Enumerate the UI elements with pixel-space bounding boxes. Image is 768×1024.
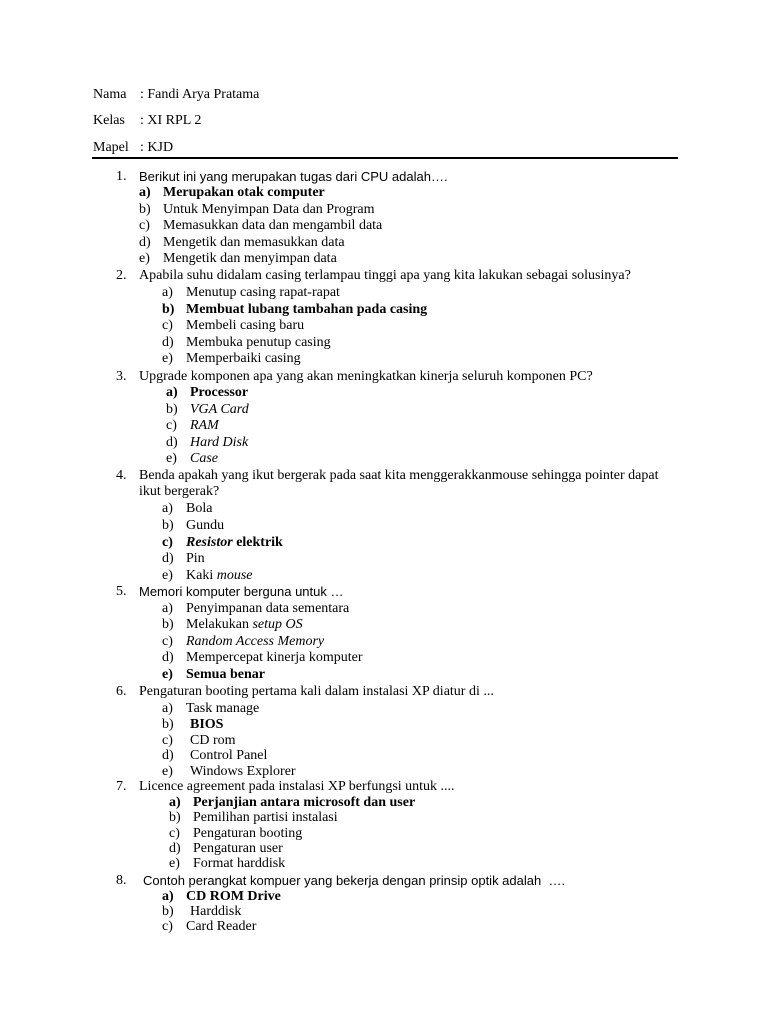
question-5-option-e	[162, 667, 265, 683]
subject-row	[93, 140, 173, 156]
question-6-option-e	[162, 764, 296, 780]
option-text-italic: Resistor	[186, 535, 233, 550]
question-6-option-b	[162, 717, 223, 733]
option-letter: b)	[162, 302, 175, 317]
question-3-option-a	[166, 385, 248, 401]
option-letter: a)	[139, 185, 151, 200]
class-label: Kelas	[93, 113, 125, 128]
question-1	[116, 169, 448, 185]
question-text: Apabila suhu didalam casing terlampau tinggi apa yang kita lakukan sebagai solusinya?	[139, 268, 631, 283]
option-text: Membuat lubang tambahan pada casing	[186, 302, 428, 317]
question-4-option-a	[162, 501, 212, 517]
option-letter: d)	[162, 551, 174, 566]
header-divider	[92, 157, 678, 159]
question-7-option-c	[169, 826, 302, 842]
question-7-option-e	[169, 856, 285, 872]
option-text: Mengetik dan memasukkan data	[163, 235, 345, 250]
option-text: Format harddisk	[193, 856, 286, 871]
option-letter: a)	[162, 501, 173, 516]
option-text: VGA Card	[190, 402, 249, 417]
question-2-option-b	[162, 302, 427, 318]
question-8-option-c	[162, 919, 256, 935]
option-text: Semua benar	[186, 667, 265, 682]
question-5-option-c	[162, 634, 324, 650]
option-text-italic: mouse	[216, 568, 253, 583]
question-4-option-e	[162, 568, 253, 584]
option-letter: a)	[162, 889, 174, 904]
question-4	[116, 468, 659, 500]
question-1-option-d	[139, 235, 345, 251]
option-text-italic: setup OS	[252, 617, 303, 632]
option-text: Random Access Memory	[186, 634, 325, 649]
question-8	[116, 873, 565, 889]
question-text: Licence agreement pada instalasi XP berfungsi untuk ....	[139, 779, 455, 794]
question-text: Contoh perangkat kompuer yang bekerja dengan prinsip optik adalah ….	[143, 873, 566, 888]
question-8-option-b	[162, 904, 241, 920]
question-1-option-b	[139, 202, 375, 218]
option-text: Bola	[186, 501, 213, 516]
question-6-option-c	[162, 733, 236, 749]
question-number: 2.	[116, 268, 127, 283]
name-value: : Fandi Arya Pratama	[140, 87, 260, 102]
option-text: Mempercepat kinerja komputer	[186, 650, 363, 665]
question-1-option-e	[139, 251, 337, 267]
option-letter: b)	[169, 810, 181, 825]
option-letter: d)	[162, 748, 174, 763]
option-letter: d)	[162, 335, 174, 350]
question-number: 6.	[116, 684, 127, 699]
option-letter: c)	[162, 535, 173, 550]
question-6-option-d	[162, 748, 267, 764]
option-text: CD rom	[190, 733, 236, 748]
question-text-line-2: ikut bergerak?	[139, 484, 220, 499]
option-text: Menutup casing rapat-rapat	[186, 285, 340, 300]
option-letter: b)	[162, 717, 174, 732]
question-5-option-d	[162, 650, 362, 666]
option-letter: e)	[139, 251, 150, 266]
option-letter: a)	[166, 385, 178, 400]
question-4-option-d	[162, 551, 205, 567]
option-text: Windows Explorer	[190, 764, 296, 779]
option-text: Card Reader	[186, 919, 257, 934]
name-label: Nama	[93, 87, 127, 102]
question-3-option-b	[166, 402, 249, 418]
question-8-option-a	[162, 889, 281, 905]
name-row	[93, 87, 259, 103]
option-text: RAM	[190, 418, 219, 433]
option-letter: d)	[162, 650, 174, 665]
option-letter: c)	[139, 218, 150, 233]
option-letter: b)	[139, 202, 151, 217]
option-text: Memperbaiki casing	[186, 351, 301, 366]
option-text: Membeli casing baru	[186, 318, 305, 333]
question-1-option-c	[139, 218, 382, 234]
option-text: elektrik	[232, 535, 283, 550]
option-text: Melakukan	[186, 617, 253, 632]
option-text: Control Panel	[190, 748, 268, 763]
question-number: 8.	[116, 873, 127, 888]
question-7-option-d	[169, 841, 283, 857]
question-text: Memori komputer berguna untuk …	[139, 584, 344, 599]
question-text: Upgrade komponen apa yang akan meningkatkan kinerja seluruh komponen PC?	[139, 369, 593, 384]
question-2-option-d	[162, 335, 331, 351]
option-letter: e)	[166, 451, 177, 466]
option-letter: a)	[162, 601, 173, 616]
question-6	[116, 684, 494, 700]
option-text: Pengaturan user	[193, 841, 283, 856]
question-3-option-c	[166, 418, 219, 434]
option-text: BIOS	[190, 717, 224, 732]
question-1-option-a	[139, 185, 325, 201]
question-2-option-c	[162, 318, 304, 334]
option-letter: c)	[162, 919, 173, 934]
option-letter: e)	[169, 856, 180, 871]
question-3-option-e	[166, 451, 218, 467]
option-text: Penyimpanan data sementara	[186, 601, 350, 616]
option-letter: d)	[169, 841, 181, 856]
option-letter: a)	[162, 285, 173, 300]
option-letter: b)	[166, 402, 178, 417]
subject-value: : KJD	[140, 140, 174, 155]
question-5-option-b	[162, 617, 303, 633]
question-7-option-b	[169, 810, 338, 826]
option-letter: c)	[162, 733, 173, 748]
question-number: 4.	[116, 468, 127, 483]
option-letter: e)	[162, 351, 173, 366]
class-row	[93, 113, 201, 129]
option-text: Gundu	[186, 518, 225, 533]
option-text: Untuk Menyimpan Data dan Program	[163, 202, 375, 217]
option-letter: b)	[162, 617, 174, 632]
question-text: Pengaturan booting pertama kali dalam instalasi XP diatur di ...	[139, 684, 494, 699]
option-text: CD ROM Drive	[186, 889, 281, 904]
question-4-option-c	[162, 535, 283, 551]
question-7-option-a	[169, 795, 415, 811]
option-letter: b)	[162, 518, 174, 533]
class-value: : XI RPL 2	[140, 113, 202, 128]
option-text: Task manage	[186, 701, 260, 716]
question-number: 5.	[116, 584, 127, 599]
option-letter: c)	[169, 826, 180, 841]
option-letter: c)	[166, 418, 177, 433]
question-3-option-d	[166, 435, 248, 451]
question-number: 3.	[116, 369, 127, 384]
question-5	[116, 584, 343, 600]
question-number: 7.	[116, 779, 127, 794]
option-text: Pengaturan booting	[193, 826, 303, 841]
option-text: Hard Disk	[190, 435, 249, 450]
option-letter: e)	[162, 568, 173, 583]
option-text: Membuka penutup casing	[186, 335, 331, 350]
option-text: Processor	[190, 385, 249, 400]
option-letter: c)	[162, 634, 173, 649]
question-text-line-1: Benda apakah yang ikut bergerak pada saat kita menggerakkanmouse sehingga pointer dapat	[139, 468, 659, 483]
option-text: Mengetik dan menyimpan data	[163, 251, 337, 266]
question-number: 1.	[116, 169, 127, 184]
option-text: Merupakan otak computer	[163, 185, 325, 200]
option-text: Harddisk	[190, 904, 242, 919]
option-text: Pemilihan partisi instalasi	[193, 810, 338, 825]
question-2-option-e	[162, 351, 301, 367]
option-text: Perjanjian antara microsoft dan user	[193, 795, 416, 810]
option-text: Pin	[186, 551, 205, 566]
option-letter: e)	[162, 764, 173, 779]
question-2	[116, 268, 631, 284]
option-text: Kaki	[186, 568, 217, 583]
option-letter: d)	[166, 435, 178, 450]
question-4-option-b	[162, 518, 224, 534]
option-text: Case	[190, 451, 218, 466]
question-5-option-a	[162, 601, 349, 617]
option-letter: a)	[169, 795, 181, 810]
question-7	[116, 779, 455, 795]
option-letter: e)	[162, 667, 173, 682]
option-letter: b)	[162, 904, 174, 919]
option-text: Memasukkan data dan mengambil data	[163, 218, 383, 233]
question-2-option-a	[162, 285, 340, 301]
question-3	[116, 369, 593, 385]
question-text: Berikut ini yang merupakan tugas dari CPU adalah….	[139, 169, 448, 184]
option-letter: c)	[162, 318, 173, 333]
option-letter: a)	[162, 701, 173, 716]
option-letter: d)	[139, 235, 151, 250]
subject-label: Mapel	[93, 140, 129, 155]
question-6-option-a	[162, 701, 259, 717]
